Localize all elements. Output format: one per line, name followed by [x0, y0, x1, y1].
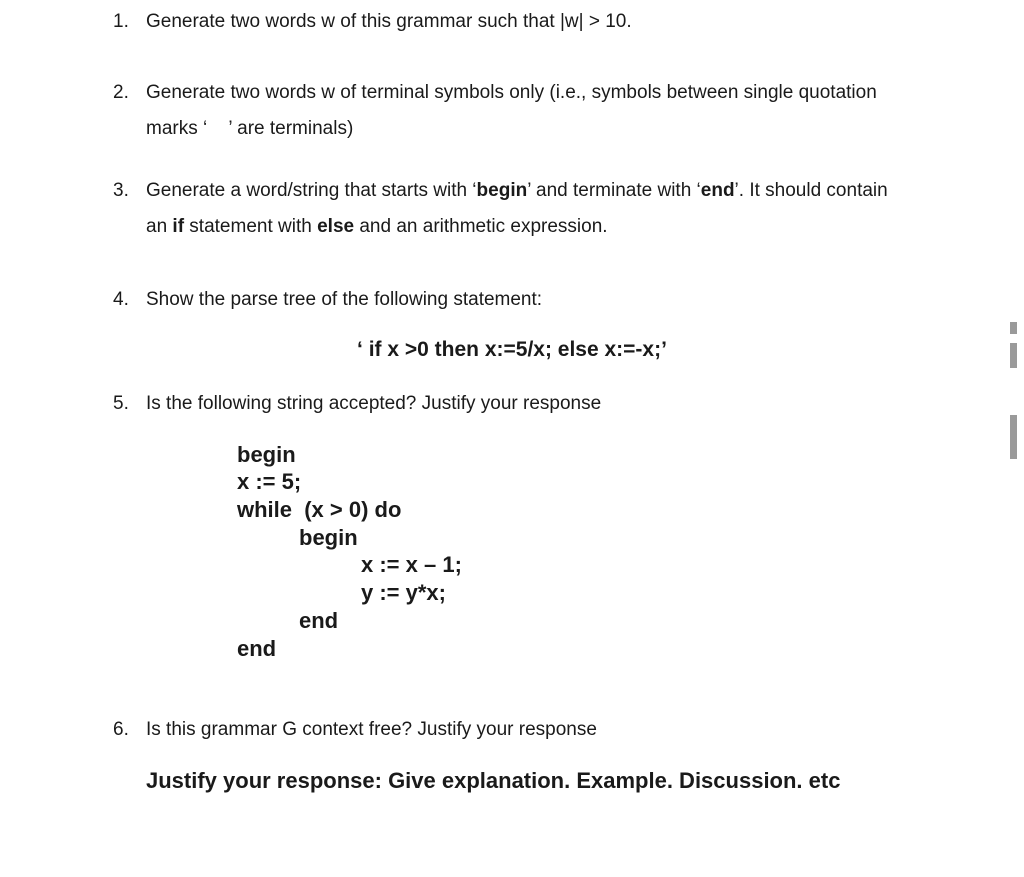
- code-end-outer: end: [237, 636, 277, 661]
- q3-keyword-if: if: [172, 216, 185, 237]
- question-6-text: Is this grammar G context free? Justify your response: [146, 719, 597, 740]
- q3-text-f: an: [146, 216, 173, 237]
- justify-note: Justify your response: Give explanation. Example. Discussion. etc: [146, 768, 841, 793]
- question-5-number: 5.: [113, 393, 129, 414]
- question-1-text: Generate two words w of this grammar such that |w| > 10.: [146, 11, 632, 32]
- question-2-number: 2.: [113, 82, 129, 103]
- question-2-line-1: Generate two words w of terminal symbols only (i.e., symbols between single quotation: [146, 82, 877, 103]
- parse-tree-statement: ‘ if x >0 then x:=5/x; else x:=-x;’: [357, 338, 667, 361]
- question-4-text: Show the parse tree of the following statement:: [146, 289, 543, 310]
- q3-text-g: statement with: [184, 216, 318, 237]
- q3-text-h: and an arithmetic expression.: [354, 216, 608, 237]
- code-end-inner: end: [299, 608, 339, 633]
- code-begin-inner: begin: [299, 525, 358, 550]
- question-3-line-1: [146, 173, 946, 209]
- q3-keyword-else: else: [317, 216, 355, 237]
- code-decrement: x := x – 1;: [361, 552, 462, 577]
- q3-text-a: Generate a word/string that starts with ‘: [146, 180, 477, 201]
- margin-mark-bottom: [1010, 415, 1017, 459]
- q3-keyword-begin: begin: [476, 180, 528, 201]
- q3-text-c: ’ and terminate with ‘: [527, 180, 701, 201]
- code-multiply: y := y*x;: [361, 580, 446, 605]
- question-3-number: 3.: [113, 180, 129, 201]
- question-5-text: Is the following string accepted? Justify your response: [146, 393, 602, 414]
- code-begin-outer: begin: [237, 442, 296, 467]
- question-3-line-2: [146, 209, 946, 245]
- question-4-number: 4.: [113, 289, 129, 310]
- q3-text-e: ’. It should contain: [734, 180, 888, 201]
- question-2-line-2: marks ‘ ’ are terminals): [146, 118, 354, 139]
- q3-keyword-end: end: [700, 180, 735, 201]
- margin-mark-middle: [1010, 343, 1017, 368]
- margin-mark-top: [1010, 322, 1017, 334]
- question-1-number: 1.: [113, 11, 129, 32]
- question-6-number: 6.: [113, 719, 129, 740]
- code-assign-x: x := 5;: [237, 469, 302, 494]
- code-while-line: while (x > 0) do: [237, 497, 402, 522]
